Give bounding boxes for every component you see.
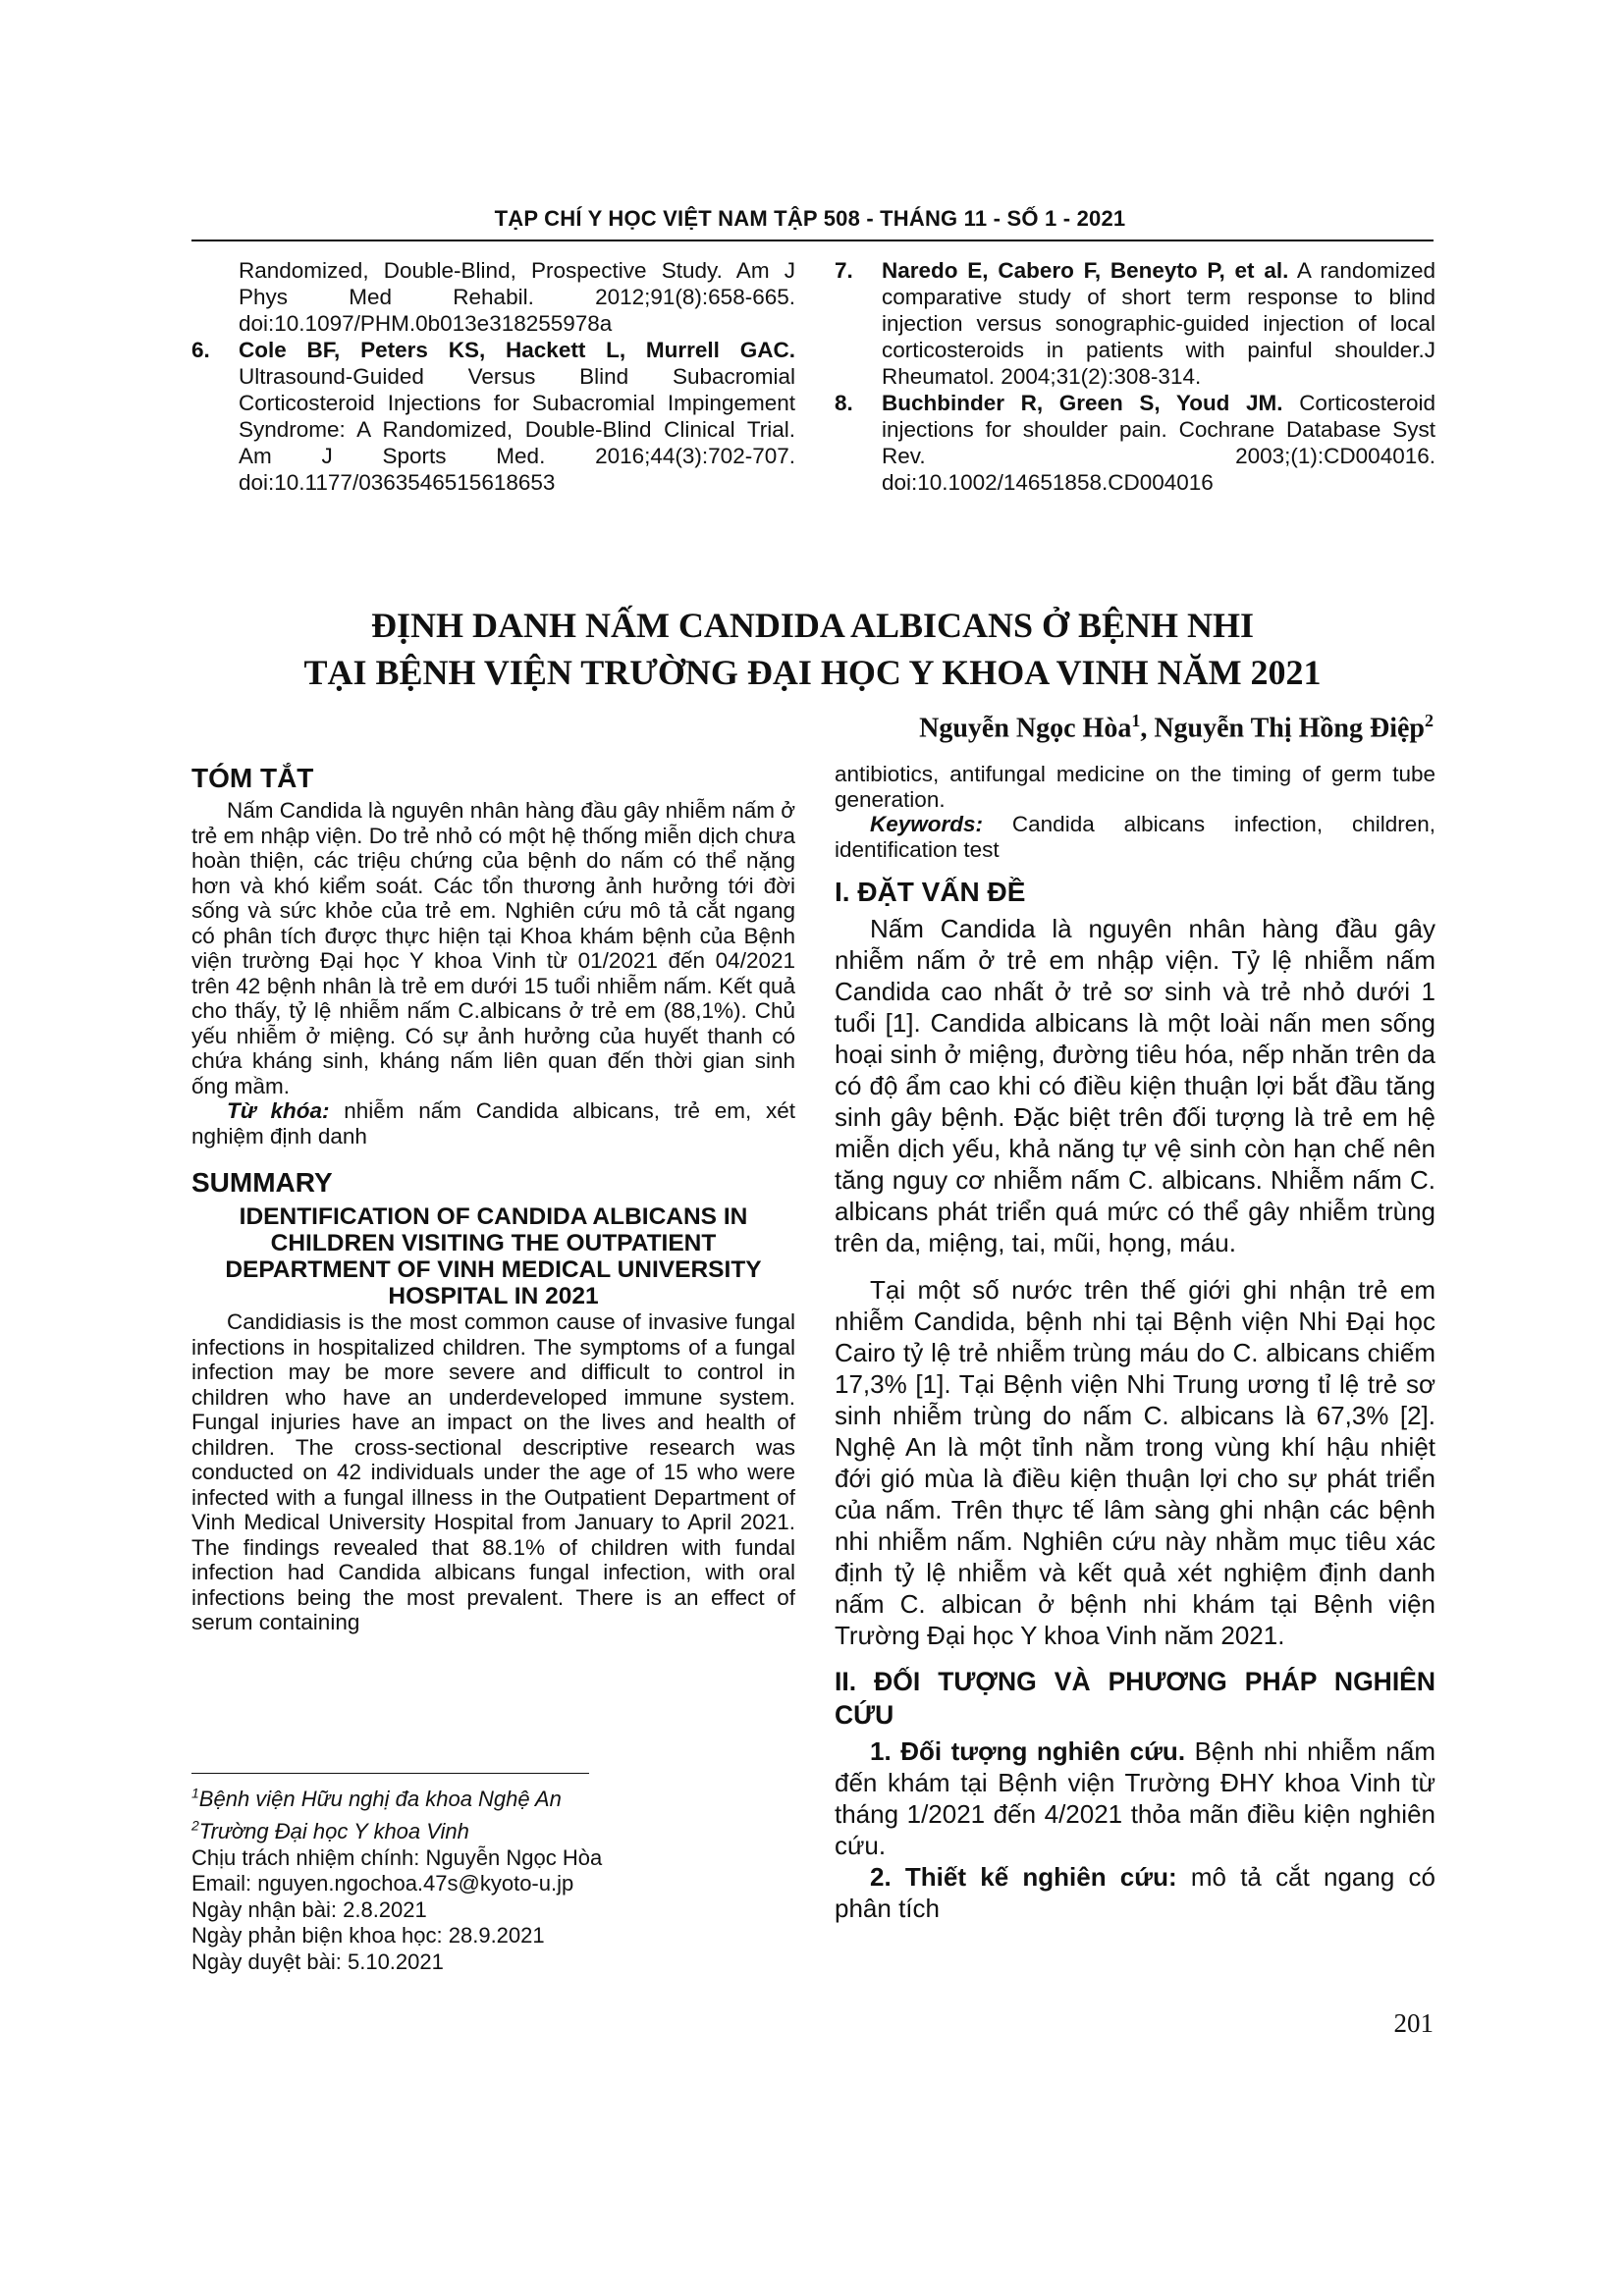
section-1-heading: I. ĐẶT VẤN ĐỀ [835, 877, 1026, 907]
abstract-en-text: Candidiasis is the most common cause of invasive fungal infections in hospitalized children. The symptoms of a fungal infection may be more severe and difficult to control in children who have an underdeveloped immune system. Fungal injuries have an impact on the lives and health of children. The cross-sectional descriptive research was conducted on 42 individuals under the age of 15 who were infected with a fungal illness in the Outpatient Department of Vinh Medical University Hospital from January to April 2021. The findings revealed that 88.1% of children with fundal infection had Candida albicans fungal infection, with oral infections being the most prevalent. There is an effect of serum containing [191, 1309, 795, 1634]
author-2-affiliation: 2 [1425, 711, 1434, 730]
corresponding-author: Chịu trách nhiệm chính: Nguyễn Ngọc Hòa [191, 1844, 603, 1870]
affiliation-2 [191, 1813, 795, 1845]
date-received: Ngày nhận bài: 2.8.2021 [191, 1896, 427, 1922]
affiliation-1-marker: 1 [191, 1786, 199, 1801]
left-column-abstract [191, 762, 795, 1635]
author-separator: , [1140, 713, 1155, 744]
section-2-item-1 [835, 1735, 1435, 1861]
journal-header: TẠP CHÍ Y HỌC VIỆT NAM TẬP 508 - THÁNG 11 - SỐ 1 - 2021 [494, 206, 1126, 231]
abstract-en-title: IDENTIFICATION OF CANDIDA ALBICANS IN CHILDREN VISITING THE OUTPATIENT DEPARTMENT OF VINH MEDICAL UNIVERSITY HOSPITAL IN 2021 [225, 1203, 762, 1309]
abstract-en-keywords-label: Keywords: [870, 812, 984, 836]
corresponding-email: Email: nguyen.ngochoa.47s@kyoto-u.jp [191, 1871, 574, 1896]
abstract-vi-text: Nấm Candida là nguyên nhân hàng đầu gây nhiễm nấm ở trẻ em nhập viện. Do trẻ nhỏ có một hệ thống miễn dịch chưa hoàn thiện, các triệu chứng của bệnh do nấm có thể nặng hơn và khó kiểm soát. Các tổn thương ảnh hưởng tới đời sống và sức khỏe của trẻ em. Nghiên cứu mô tả cắt ngang có phân tích được thực hiện tại Khoa khám bệnh của Bệnh viện trường Đại học Y khoa Vinh từ 01/2021 đến 04/2021 trên 42 bệnh nhân là trẻ em dưới 15 tuổi nhiễm nấm. Kết quả cho thấy, tỷ lệ nhiễm nấm C.albicans ở trẻ em (88,1%). Chủ yếu nhiễm ở miệng. Có sự ảnh hưởng của huyết thanh có chứa kháng sinh, kháng nấm liên quan đến thời gian sinh ống mầm. [191, 798, 795, 1098]
abstract-vi-keywords-text: nhiễm nấm Candida albicans, trẻ em, xét nghiệm định danh [191, 1098, 795, 1148]
section-2-item-2-text: mô tả cắt ngang có phân tích [835, 1862, 1435, 1923]
date-reviewed: Ngày phản biện khoa học: 28.9.2021 [191, 1923, 545, 1949]
abstract-vi-keywords [191, 1098, 795, 1148]
reference-6-number: 6. [191, 338, 210, 362]
abstract-en-heading: SUMMARY [191, 1167, 333, 1198]
reference-8-number: 8. [835, 391, 853, 415]
reference-8 [835, 390, 1435, 496]
reference-8-authors: Buchbinder R, Green S, Youd JM. [882, 391, 1283, 415]
affiliation-2-text: Trường Đại học Y khoa Vinh [198, 1819, 469, 1844]
section-1-paragraph-2: Tại một số nước trên thế giới ghi nhận trẻ em nhiễm Candida, bệnh nhi tại Bệnh viện Nhi Đại học Cairo tỷ lệ trẻ nhiễm trùng máu do C. albicans chiếm 17,3% [1]. Tại Bệnh viện Nhi Trung ương tỉ lệ trẻ sơ sinh nhiễm trùng do nấm C. albicans là 67,3% [2]. Nghệ An là một tỉnh nằm trong vùng khí hậu nhiệt đới gió mùa là điều kiện thuận lợi cho sự phát triển của nấm. Trên thực tế lâm sàng ghi nhận các bệnh nhi nhiễm nấm. Nghiên cứu này nhằm mục tiêu xác định tỷ lệ nhiễm và kết quả xét nghiệm định danh nấm C. albican ở bệnh nhi khám tại Bệnh viện Trường Đại học Y khoa Vinh năm 2021. [835, 1275, 1435, 1650]
references-right [835, 257, 1435, 496]
section-2-item-1-label: 1. Đối tượng nghiên cứu. [870, 1736, 1186, 1766]
section-2-item-1-text: Bệnh nhi nhiễm nấm đến khám tại Bệnh viện Trường ĐHY khoa Vinh từ tháng 1/2021 đến 4/2021 thỏa mãn điều kiện nghiên cứu. [835, 1736, 1435, 1860]
author-1: Nguyễn Ngọc Hòa [919, 713, 1132, 744]
abstract-vi-keywords-label: Từ khóa: [227, 1098, 330, 1123]
reference-7-text: A randomized comparative study of short term response to blind injection versus sonographic-guided injection of local corticosteroids in patients with painful shoulder.J Rheumatol. 2004;31(2):308-314. [882, 258, 1435, 389]
reference-7-number: 7. [835, 258, 853, 283]
article-title-line-2: TẠI BỆNH VIỆN TRƯỜNG ĐẠI HỌC Y KHOA VINH NĂM 2021 [303, 653, 1322, 692]
section-2-heading: II. ĐỐI TƯỢNG VÀ PHƯƠNG PHÁP NGHIÊN CỨU [835, 1667, 1435, 1730]
reference-7 [835, 257, 1435, 390]
article-title-line-1: ĐỊNH DANH NẤM CANDIDA ALBICANS Ở BỆNH NHI [370, 606, 1255, 645]
right-column-body [835, 762, 1435, 1924]
article-authors [919, 711, 1434, 744]
header-divider [191, 240, 1434, 241]
section-2-item-2-label: 2. Thiết kế nghiên cứu: [870, 1862, 1177, 1892]
reference-8-text: Corticosteroid injections for shoulder pain. Cochrane Database Syst Rev. 2003;(1):CD004016. doi:10.1002/14651858.CD004016 [882, 391, 1435, 495]
reference-7-authors: Naredo E, Cabero F, Beneyto P, et al. [882, 258, 1289, 283]
affiliation-1-text: Bệnh viện Hữu nghị đa khoa Nghệ An [198, 1787, 562, 1812]
footnote-divider [191, 1773, 589, 1774]
affiliation-1 [191, 1781, 795, 1813]
reference-6 [191, 337, 795, 496]
abstract-en-keywords [835, 812, 1435, 862]
author-2: Nguyễn Thị Hồng Điệp [1154, 713, 1425, 744]
section-2-item-2 [835, 1861, 1435, 1924]
author-1-affiliation: 1 [1131, 711, 1141, 730]
abstract-vi-heading: TÓM TẮT [191, 763, 314, 793]
reference-6-authors: Cole BF, Peters KS, Hackett L, Murrell GAC. [239, 338, 795, 362]
page-number: 201 [1393, 2008, 1434, 2038]
reference-5-continuation: Randomized, Double-Blind, Prospective Study. Am J Phys Med Rehabil. 2012;91(8):658-665. doi:10.1097/PHM.0b013e318255978a [239, 258, 795, 336]
abstract-en-keywords-text: Candida albicans infection, children, identification test [835, 812, 1435, 862]
section-1-paragraph-1: Nấm Candida là nguyên nhân hàng đầu gây nhiễm nấm ở trẻ em nhập viện. Tỷ lệ nhiễm nấm Candida cao nhất ở trẻ sơ sinh và trẻ nhỏ dưới 1 tuổi [1]. Candida albicans là một loài nấn men sống hoại sinh ở miệng, đường tiêu hóa, nếp nhăn trên da có độ ẩm cao khi có điều kiện thuận lợi bắt đầu tăng sinh gây bệnh. Đặc biệt trên đối tượng là trẻ em hệ miễn dịch yếu, khả năng tự vệ sinh còn hạn chế nên tăng nguy cơ nhiễm nấm C. albicans. Nhiễm nấm C. albicans phát triển quá mức có thể gây nhiễm trùng trên da, miệng, tai, mũi, họng, máu. [835, 914, 1435, 1257]
reference-6-text: Ultrasound-Guided Versus Blind Subacromial Corticosteroid Injections for Subacromial Impingement Syndrome: A Randomized, Double-Blind Clinical Trial. Am J Sports Med. 2016;44(3):702-707. doi:10.1177/0363546515618653 [239, 364, 795, 495]
abstract-en-text-continued: antibiotics, antifungal medicine on the timing of germ tube generation. [835, 762, 1435, 812]
affiliation-2-marker: 2 [191, 1817, 199, 1834]
footnotes [191, 1781, 795, 1975]
date-accepted: Ngày duyệt bài: 5.10.2021 [191, 1949, 444, 1974]
references-left [191, 257, 795, 496]
